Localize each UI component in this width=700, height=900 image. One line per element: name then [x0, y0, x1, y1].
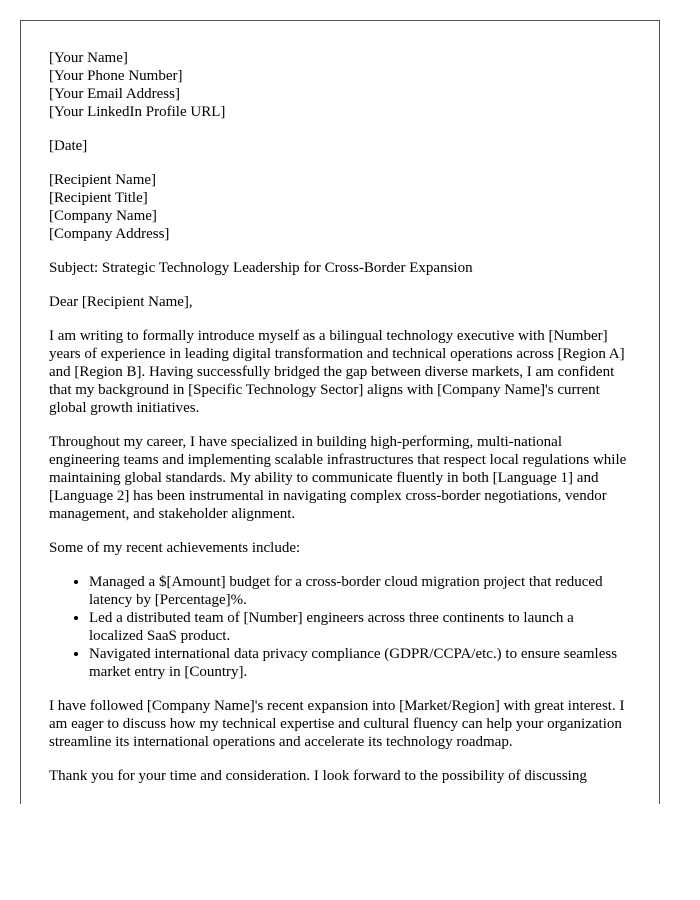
sender-block	[49, 49, 631, 121]
sender-email: [Your Email Address]	[49, 86, 180, 102]
letter-content	[21, 21, 659, 785]
letter-date: [Date]	[49, 138, 88, 154]
achievement-item: • Led a distributed team of [Number] engineers across three continents to launch a localized SaaS product.	[89, 609, 631, 645]
sender-phone: [Your Phone Number]	[49, 68, 183, 84]
sender-linkedin: [Your LinkedIn Profile URL]	[49, 104, 226, 120]
recipient-title: [Recipient Title]	[49, 190, 148, 206]
recipient-address: [Company Address]	[49, 226, 170, 242]
date-block	[49, 137, 631, 155]
subject-line: Subject: Strategic Technology Leadership for Cross-Border Expansion	[49, 260, 473, 276]
achievement-item: • Managed a $[Amount] budget for a cross-border cloud migration project that reduced latency by [Percentage]%.	[89, 573, 631, 609]
body-paragraph-closing: Thank you for your time and consideration. I look forward to the possibility of discussing	[49, 768, 587, 784]
body-paragraph-interest: I have followed [Company Name]'s recent expansion into [Market/Region] with great interest. I am eager to discuss how my technical expertise and cultural fluency can help your organization streamline its international operations and accelerate its technology roadmap.	[49, 698, 625, 750]
body-paragraph-intro: I am writing to formally introduce myself as a bilingual technology executive with [Number] years of experience in leading digital transformation and technical operations across [Region A] and [Region B]. Having successfully bridged the gap between diverse markets, I am confident that my background in [Specific Technology Sector] aligns with [Company Name]'s current global growth initiatives.	[49, 328, 625, 416]
letter-page	[20, 20, 660, 804]
salutation: Dear [Recipient Name],	[49, 294, 193, 310]
body-paragraph-career: Throughout my career, I have specialized in building high-performing, multi-national engineering teams and implementing scalable infrastructures that respect local regulations while maintaining global standards. My ability to communicate fluently in both [Language 1] and [Language 2] has been instrumental in navigating complex cross-border negotiations, vendor management, and stakeholder alignment.	[49, 434, 627, 522]
recipient-name: [Recipient Name]	[49, 172, 157, 188]
recipient-block	[49, 171, 631, 243]
achievement-item: • Navigated international data privacy compliance (GDPR/CCPA/etc.) to ensure seamless market entry in [Country].	[89, 645, 631, 681]
achievements-list	[49, 573, 631, 681]
recipient-company: [Company Name]	[49, 208, 157, 224]
achievements-intro: Some of my recent achievements include:	[49, 540, 301, 556]
sender-name: [Your Name]	[49, 50, 128, 66]
